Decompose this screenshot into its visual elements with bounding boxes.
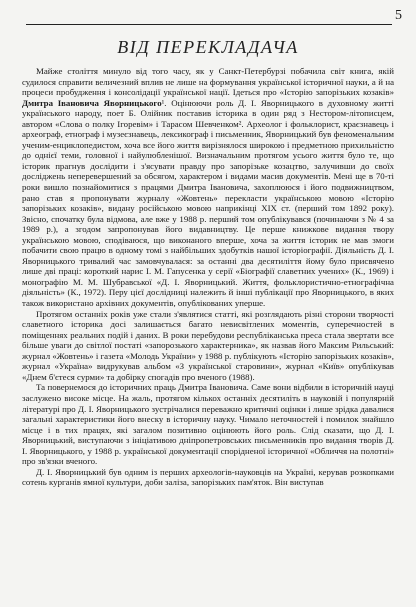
- paragraph: Та повернемося до історичних праць Дмитра Івановича. Саме вони відбили в історичній науці заслужено високе місце. На жаль, протягом кількох останніх десятиліть в науковій і популярній літературі про Д. І. Яворницького зустрічалися переважно критичні оцінки і лише зрідка давалися загальні характеристики його внеску в історичну науку. Чимало неточностей і помилок знайшло місце і в тих працях, які загалом позитивно оцінюють його роль. Слід сказати, що Д. І. Яворницький, виступаючи з ініціативою дніпропетровських письменників про видання творів Д. І. Яворницького, у 1988 р. української документації спорідненої історичної «Обличчя на полотні» про зв'язки вченого.: [22, 382, 394, 467]
- highlighted-name: Дмитра Івановича Яворницького: [22, 97, 162, 108]
- paragraph: Протягом останніх років уже стали з'являтися статті, які розглядають різні сторони творчості славетного історика досі залишається багато невисвітлених моментів, суперечностей в поміщеннях реальних подій і даних. В роки перебудови республіканська преса стала звертати все більше уваги до світлої постаті «запорозького характерника», як назвав його Максим Рильський: журнал «Жовтень» і газета «Молодь України» у 1988 р. публікують «Історію запорізьких козаків», журнал «Україна» видрукував альбом «З української старовини», журнал «Київ» опублікував «Днем б'єтеся сурми» та добірку спогадів про вченого (1988).: [22, 308, 394, 382]
- paragraph: Д. І. Яворницький був одним із перших археологів-науковців на Україні, керував розкопками сотень курганів ямної культури, доби заліза, запорізьких пам'яток. Він виступав: [22, 466, 394, 488]
- header-rule: [26, 24, 392, 25]
- paragraph: Майже століття минуло від того часу, як у Санкт-Петербурзі побачила світ книга, якій судилося справити величезний вплив не лише на формування української історичної науки, а й на процеси пробудження і консолідації української нації. Ідеться про «Історію запорізьких козаків» Дмитра Івановича Яворницького¹. Оцінюючи роль Д. І. Яворницького в духовному житті українського народу, поет Б. Олійник поставив історика в один ряд з Нестором-літописцем, автором «Слова о полку Ігоревім» і Тарасом Шевченком². Археолог і фольклорист, краєзнавець і археограф, етнограф і музеєзнавець, лексикограф і письменник, Яворницький був феноменальним ученим-енциклопедистом, хоча все його життя вирізнялося широкою і предметною прихильністю до однієї теми, головної і найулюбленішої. Визначальним протягом усього життя було те, що історик прагнув дослідити і з'ясувати правду про запорізьке козацтво, залучивши до своїх досліджень неперевершений за обсягом, характером і видами масив документів. Мені ще в 70-ті роки вишло познайомитися з працями Дмитра Івановича, захоплююся і його подвижництвом, рано став я пропонувати журналу «Жовтень» перекласти українською мовою «Історію запорізьких козаків», видану російською мовою наприкінці XIX ст. (перший том 1892 року). Звісно, спочатку була відмова, але вже у 1988 р. перший том опублікувався (починаючи з № 4 за 1989 р.), а згодом запропонував його видавництву. Це перше книжкове видання твору українською мовою, сподіваюся, що виконаного вперше, хоча за життя історик не мав змоги побачити свою працю в одному томі з найбільших здобутків нашої історіографії. Діяльність Д. І. Яворницького тривалий час замовчувалася: за останні два десятиліття йому було присвячено лише дві праці: короткий нарис І. М. Гапусенка у серії «Біографії славетних учених» (К., 1969) і монографію М. М. Шубравської «Д. І. Яворницький. Життя, фольклористично-етнографічна діяльність» (К., 1972). Перу цієї дослідниці належить й інші публікації про Яворницького, в яких також використано архівних документів, опублікованих уперше.: [22, 66, 394, 309]
- body-text: [22, 66, 394, 488]
- page-title: ВІД ПЕРЕКЛАДАЧА: [117, 37, 299, 57]
- page-number: 5: [395, 8, 402, 23]
